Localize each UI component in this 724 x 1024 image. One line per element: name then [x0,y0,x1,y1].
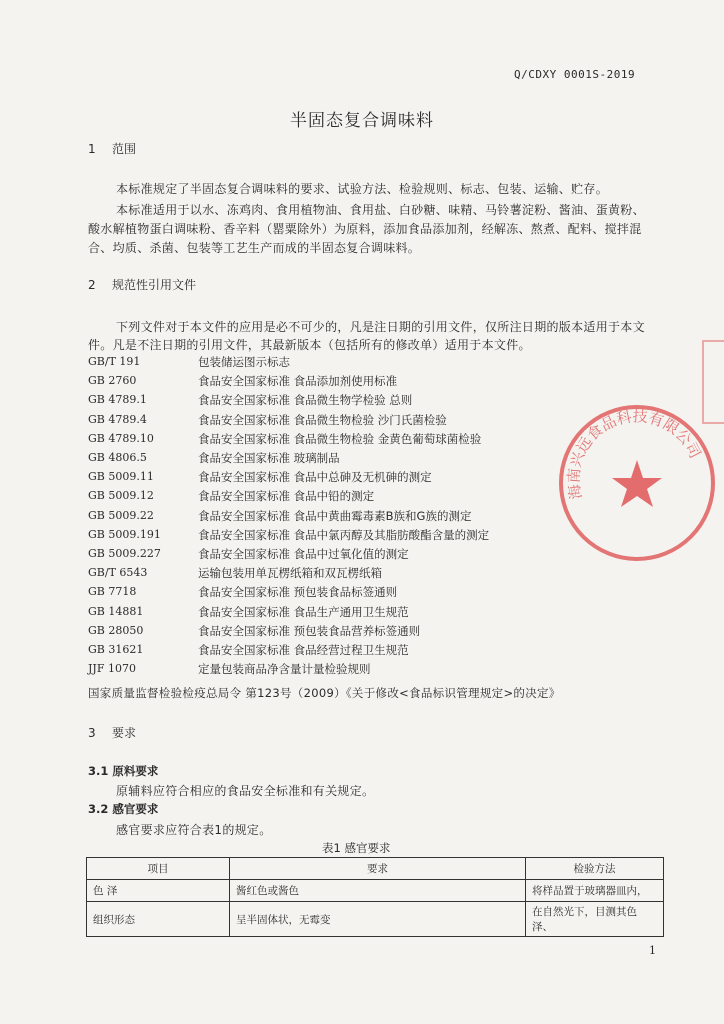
reference-code: JJF 1070 [88,662,136,676]
decree-reference: 国家质量监督检验检疫总局令 第123号（2009）《关于修改<食品标识管理规定>的决定》 [88,686,561,700]
reference-title: 食品安全国家标准 食品中铅的测定 [198,489,375,504]
reference-code: GB 28050 [88,623,144,637]
edge-stamp-fragment [702,340,724,424]
reference-code: GB 7718 [88,585,137,599]
reference-code: GB 5009.22 [88,508,154,522]
section-2-intro-line-1: 下列文件对于本文件的应用是必不可少的，凡是注日期的引用文件，仅所注日期的版本适用于本文 [116,320,645,334]
reference-code: GB/T 6543 [88,566,148,580]
section-3-heading: 3 要求 [88,726,137,740]
reference-code: GB 5009.12 [88,489,154,503]
reference-code: GB 2760 [88,374,137,388]
table-1-caption: 表1 感官要求 [322,841,391,855]
table-header-method: 检验方法 [526,858,664,880]
section-1-para-2-line-2: 酸水解植物蛋白调味粉、香辛料（罂粟除外）为原料，添加食品添加剂，经解冻、熬煮、配料、搅拌混 [88,222,642,236]
reference-code: GB 5009.11 [88,470,154,484]
seal-text: 海南兴远食品科技有限公司 [564,407,705,501]
reference-title: 食品安全国家标准 食品经营过程卫生规范 [198,643,409,657]
reference-title: 食品安全国家标准 预包装食品营养标签通则 [198,623,421,638]
table-row [87,880,664,902]
standard-code: Q/CDXY 0001S-2019 [514,68,636,81]
reference-title: 食品安全国家标准 食品中氯丙醇及其脂肪酸酯含量的测定 [198,527,490,542]
reference-code: GB 4789.1 [88,393,147,407]
subsection-3-1-heading: 3.1 原料要求 [88,764,159,778]
company-seal [552,398,722,568]
table-cell-requirement: 酱红色或酱色 [230,880,526,902]
sensory-requirements-table [86,857,664,937]
table-row [87,902,664,937]
subsection-3-1-text: 原辅料应符合相应的食品安全标准和有关规定。 [116,784,375,798]
table-header-item: 项目 [87,858,230,880]
table-cell-method: 将样品置于玻璃器皿内， [526,880,664,902]
reference-title: 食品安全国家标准 食品微生物学检验 总则 [198,393,413,408]
reference-code: GB 31621 [88,643,144,656]
reference-code: GB 5009.191 [88,527,161,541]
reference-title: 食品安全国家标准 玻璃制品 [198,451,340,465]
section-1-heading: 1 范围 [88,142,137,156]
table-cell-requirement: 呈半固体状，无霉变 [230,902,526,937]
reference-code: GB 4789.4 [88,412,147,426]
table-cell-item: 色 泽 [87,880,230,902]
table-cell-item: 组织形态 [87,902,230,937]
section-1-para-2-line-1: 本标准适用于以水、冻鸡肉、食用植物油、食用盐、白砂糖、味精、马铃薯淀粉、酱油、蛋黄粉、 [116,203,645,217]
table-header-requirement: 要求 [230,858,526,880]
reference-title: 食品安全国家标准 食品中过氧化值的测定 [198,547,409,561]
reference-title: 食品安全国家标准 食品生产通用卫生规范 [198,604,409,619]
document-title: 半固态复合调味料 [290,111,434,131]
reference-title: 包装储运图示标志 [198,355,290,369]
reference-code: GB/T 191 [88,355,141,368]
reference-title: 食品安全国家标准 食品微生物检验 沙门氏菌检验 [198,412,447,427]
section-2-intro-line-2: 件。凡是不注日期的引用文件，其最新版本（包括所有的修改单）适用于本文件。 [88,338,531,352]
section-1-para-2-line-3: 合、均质、杀菌、包装等工艺生产而成的半固态复合调味料。 [88,241,421,255]
reference-code: GB 4789.10 [88,431,154,445]
reference-title: 食品安全国家标准 食品微生物检验 金黄色葡萄球菌检验 [198,431,482,446]
table-cell-method: 在自然光下，目测其色泽、 [526,902,664,937]
star-icon [612,460,662,507]
subsection-3-2-heading: 3.2 感官要求 [88,802,159,816]
subsection-3-2-text: 感官要求应符合表1的规定。 [116,823,272,837]
reference-code: GB 5009.227 [88,547,161,560]
reference-title: 食品安全国家标准 食品中总砷及无机砷的测定 [198,470,432,485]
section-2-heading: 2 规范性引用文件 [88,278,197,292]
reference-title: 运输包装用单瓦楞纸箱和双瓦楞纸箱 [198,566,382,581]
reference-title: 食品安全国家标准 食品添加剂使用标准 [198,374,398,389]
reference-code: GB 14881 [88,604,144,618]
reference-title: 食品安全国家标准 预包装食品标签通则 [198,585,398,600]
section-1-para-1: 本标准规定了半固态复合调味料的要求、试验方法、检验规则、标志、包装、运输、贮存。 [116,182,609,196]
page-number: 1 [649,944,656,957]
reference-title: 定量包装商品净含量计量检验规则 [198,662,371,677]
reference-title: 食品安全国家标准 食品中黄曲霉毒素B族和G族的测定 [198,508,472,523]
reference-code: GB 4806.5 [88,451,147,464]
